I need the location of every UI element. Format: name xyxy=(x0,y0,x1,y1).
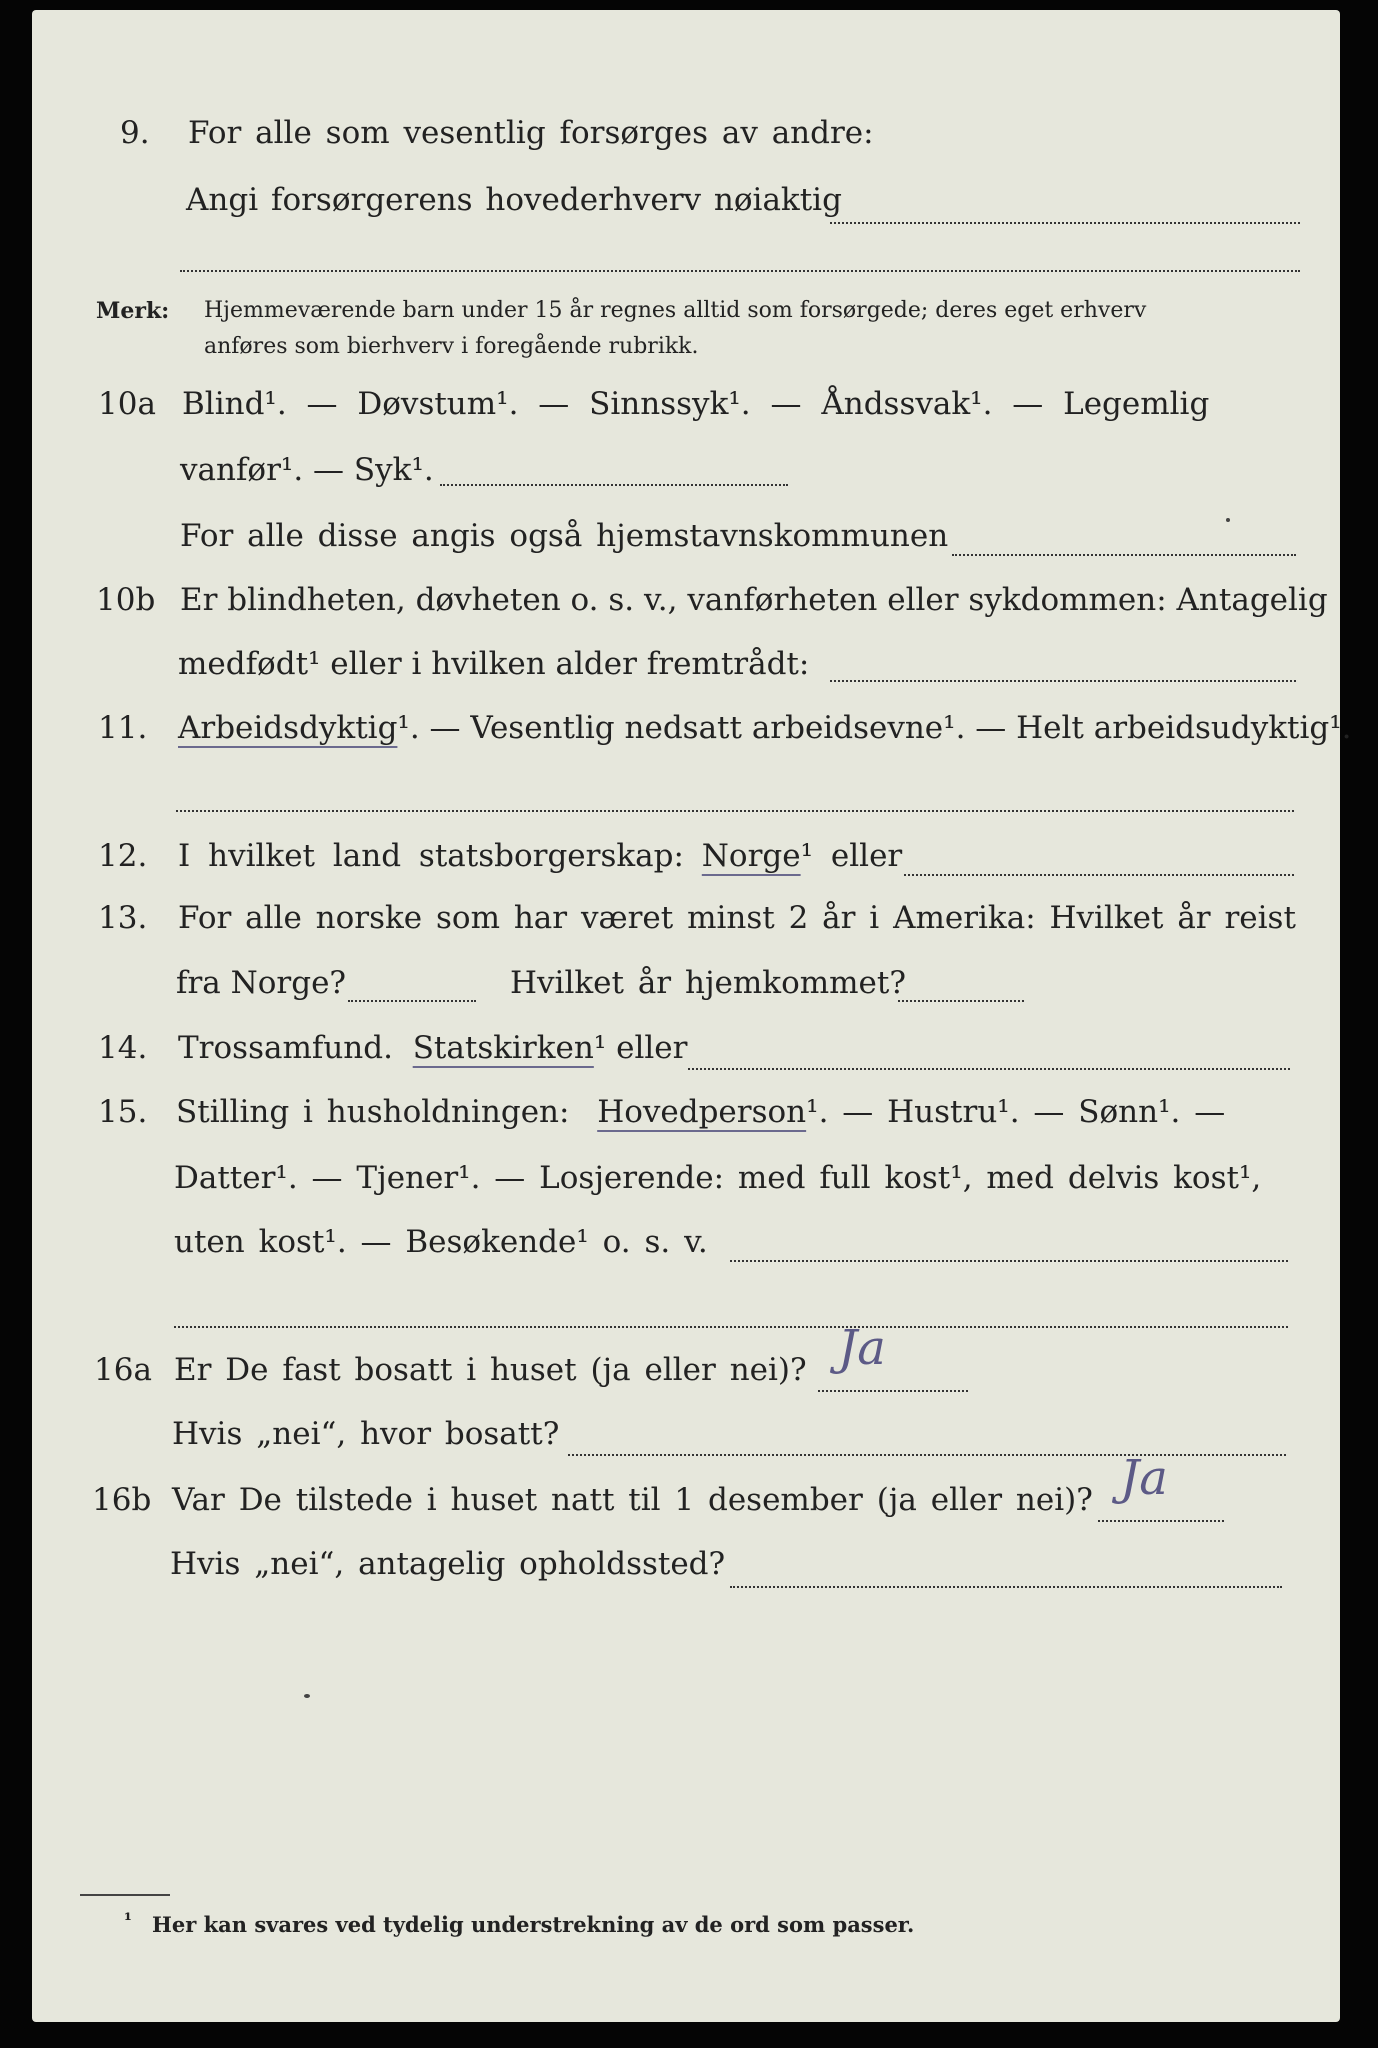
footnote-rule xyxy=(80,1894,170,1896)
q15-option-hovedperson[interactable]: Hovedperson xyxy=(597,1094,807,1130)
q10a-text-line2: vanfør¹. — Syk¹. xyxy=(180,452,434,488)
q10b-number: 10b xyxy=(96,582,156,618)
merk-text-line2: anføres som bierhverv i foregående rubrikk. xyxy=(204,334,699,359)
ink-mark xyxy=(304,1694,310,1698)
q16a-answer-line[interactable] xyxy=(818,1390,968,1392)
q13-text-line1: For alle norske som har været minst 2 år i Amerika: Hvilket år reist xyxy=(178,900,1296,936)
q16b-number: 16b xyxy=(92,1482,152,1518)
q10a-text-line3: For alle disse angis også hjemstavnskommunen xyxy=(180,518,949,554)
footnote-text: Her kan svares ved tydelig understrekning av de ord som passer. xyxy=(152,1912,915,1937)
q15-number: 15. xyxy=(98,1094,148,1130)
q16b-handwritten-answer[interactable]: Ja xyxy=(1120,1450,1168,1506)
q14-number: 14. xyxy=(98,1030,148,1066)
q15-text-post: ¹. — Hustru¹. — Sønn¹. — xyxy=(806,1094,1226,1130)
q11-option-arbeidsdyktig[interactable]: Arbeidsdyktig xyxy=(178,710,398,746)
merk-label: Merk: xyxy=(96,298,170,324)
q9-answer-line-2[interactable] xyxy=(180,270,1300,272)
q12-answer-line[interactable] xyxy=(904,874,1294,876)
q16a-answer-line-2[interactable] xyxy=(568,1454,1286,1456)
q12-text-post: ¹ eller xyxy=(800,838,903,874)
q9-answer-line[interactable] xyxy=(830,222,1300,224)
q14-option-statskirken[interactable]: Statskirken xyxy=(412,1030,594,1066)
q15-text-line1 xyxy=(176,1094,1225,1130)
q16b-answer-line-2[interactable] xyxy=(730,1586,1282,1588)
q10a-number: 10a xyxy=(98,386,156,422)
q13-answer-line-1[interactable] xyxy=(348,1000,476,1002)
q11-number: 11. xyxy=(98,710,148,746)
ink-speck xyxy=(1226,518,1230,522)
merk-text-line1: Hjemmeværende barn under 15 år regnes alltid som forsørgede; deres eget erhverv xyxy=(204,298,1147,323)
q16b-answer-line[interactable] xyxy=(1098,1520,1224,1522)
q15-text-line3: uten kost¹. — Besøkende¹ o. s. v. xyxy=(174,1224,708,1260)
q14-text-pre: Trossamfund. xyxy=(178,1030,393,1066)
q14-text-post: ¹ eller xyxy=(593,1030,688,1066)
q10b-text-line2: medfødt¹ eller i hvilken alder fremtrådt: xyxy=(178,646,810,682)
q13-answer-line-2[interactable] xyxy=(898,1000,1024,1002)
q10a-answer-line-1[interactable] xyxy=(440,484,788,486)
q16a-handwritten-answer[interactable]: Ja xyxy=(838,1320,886,1376)
q9-number: 9. xyxy=(120,115,150,151)
q13-text-part2: Hvilket år hjemkommet? xyxy=(510,965,906,1001)
q14-text xyxy=(178,1030,687,1066)
q11-text-rest: ¹. — Vesentlig nedsatt arbeidsevne¹. — Helt arbeidsudyktig¹. xyxy=(397,710,1352,746)
q16b-text-line1: Var De tilstede i huset natt til 1 desember (ja eller nei)? xyxy=(172,1482,1093,1518)
q16a-number: 16a xyxy=(94,1352,152,1388)
q10b-text-line1: Er blindheten, døvheten o. s. v., vanførheten eller sykdommen: Antagelig xyxy=(180,582,1328,618)
q12-number: 12. xyxy=(98,838,148,874)
q16a-text-line2: Hvis „nei“, hvor bosatt? xyxy=(172,1416,560,1452)
q9-text-line1: For alle som vesentlig forsørges av andre: xyxy=(188,115,874,151)
q15-answer-line-2[interactable] xyxy=(174,1326,1288,1328)
q15-answer-line-1[interactable] xyxy=(730,1260,1288,1262)
q10b-answer-line[interactable] xyxy=(830,680,1296,682)
q9-text-line2: Angi forsørgerens hovederhverv nøiaktig xyxy=(186,182,842,218)
q12-option-norge[interactable]: Norge xyxy=(701,838,801,874)
q15-text-line2: Datter¹. — Tjener¹. — Losjerende: med full kost¹, med delvis kost¹, xyxy=(174,1160,1262,1196)
q15-text-pre: Stilling i husholdningen: xyxy=(176,1094,570,1130)
q13-text-part1: fra Norge? xyxy=(176,965,347,1001)
q13-number: 13. xyxy=(98,900,148,936)
q12-text-pre: I hvilket land statsborgerskap: xyxy=(178,838,684,874)
q16b-text-line2: Hvis „nei“, antagelig opholdssted? xyxy=(170,1546,726,1582)
q12-text xyxy=(178,838,902,874)
footnote-mark: ¹ xyxy=(124,1910,132,1931)
q10a-text-line1: Blind¹. — Døvstum¹. — Sinnssyk¹. — Åndssvak¹. — Legemlig xyxy=(182,386,1210,422)
q11-text xyxy=(178,710,1352,746)
q16a-text-line1: Er De fast bosatt i huset (ja eller nei)? xyxy=(174,1352,807,1388)
q11-answer-line[interactable] xyxy=(176,810,1294,812)
q10a-answer-line-2[interactable] xyxy=(952,554,1296,556)
q14-answer-line[interactable] xyxy=(688,1068,1290,1070)
